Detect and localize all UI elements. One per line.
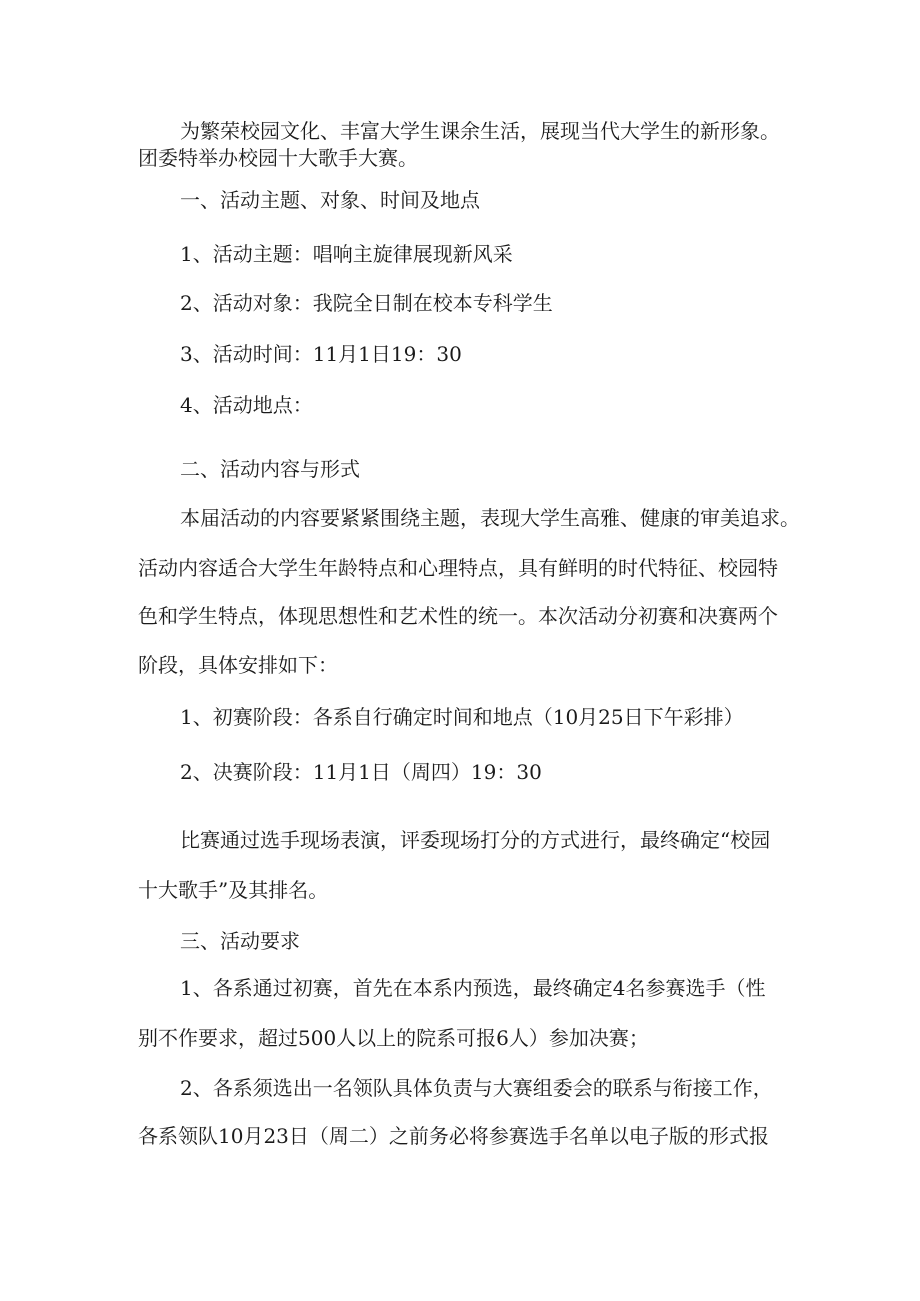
section-1-item-4: 4、活动地点：: [180, 393, 313, 417]
section-2-para2-line-2: 十大歌手”及其排名。: [138, 878, 329, 902]
section-3-item-2-line-1: 2、各系须选出一名领队具体负责与大赛组委会的联系与衔接工作，: [180, 1076, 773, 1100]
section-2-para-line-3: 色和学生特点，体现思想性和艺术性的统一。本次活动分初赛和决赛两个: [138, 604, 778, 628]
section-1-heading: 一、活动主题、对象、时间及地点: [180, 188, 480, 212]
section-3-item-1-line-1: 1、各系通过初赛，首先在本系内预选，最终确定4名参赛选手（性: [180, 976, 766, 1000]
section-3-heading: 三、活动要求: [180, 929, 300, 953]
section-1-item-3: 3、活动时间：11月1日19：30: [180, 342, 462, 366]
section-2-para-line-4: 阶段，具体安排如下：: [138, 653, 338, 677]
section-2-para2-line-1: 比赛通过选手现场表演，评委现场打分的方式进行，最终确定“校园: [180, 828, 771, 852]
section-2-para-line-2: 活动内容适合大学生年龄特点和心理特点，具有鲜明的时代特征、校园特: [138, 556, 778, 580]
section-2-heading: 二、活动内容与形式: [180, 457, 360, 481]
intro-line-1: 为繁荣校园文化、丰富大学生课余生活，展现当代大学生的新形象。: [180, 119, 780, 143]
section-2-item-2: 2、决赛阶段：11月1日（周四）19：30: [180, 760, 542, 784]
section-1-item-1: 1、活动主题：唱响主旋律展现新风采: [180, 242, 513, 266]
section-3-item-1-line-2: 别不作要求，超过500人以上的院系可报6人）参加决赛；: [138, 1026, 649, 1050]
section-1-item-2: 2、活动对象：我院全日制在校本专科学生: [180, 291, 553, 315]
section-2-para-line-1: 本届活动的内容要紧紧围绕主题，表现大学生高雅、健康的审美追求。: [180, 506, 800, 530]
intro-line-2: 团委特举办校园十大歌手大赛。: [138, 146, 418, 170]
section-3-item-2-line-2: 各系领队10月23日（周二）之前务必将参赛选手名单以电子版的形式报: [138, 1124, 769, 1148]
section-2-item-1: 1、初赛阶段：各系自行确定时间和地点（10月25日下午彩排）: [180, 705, 744, 729]
